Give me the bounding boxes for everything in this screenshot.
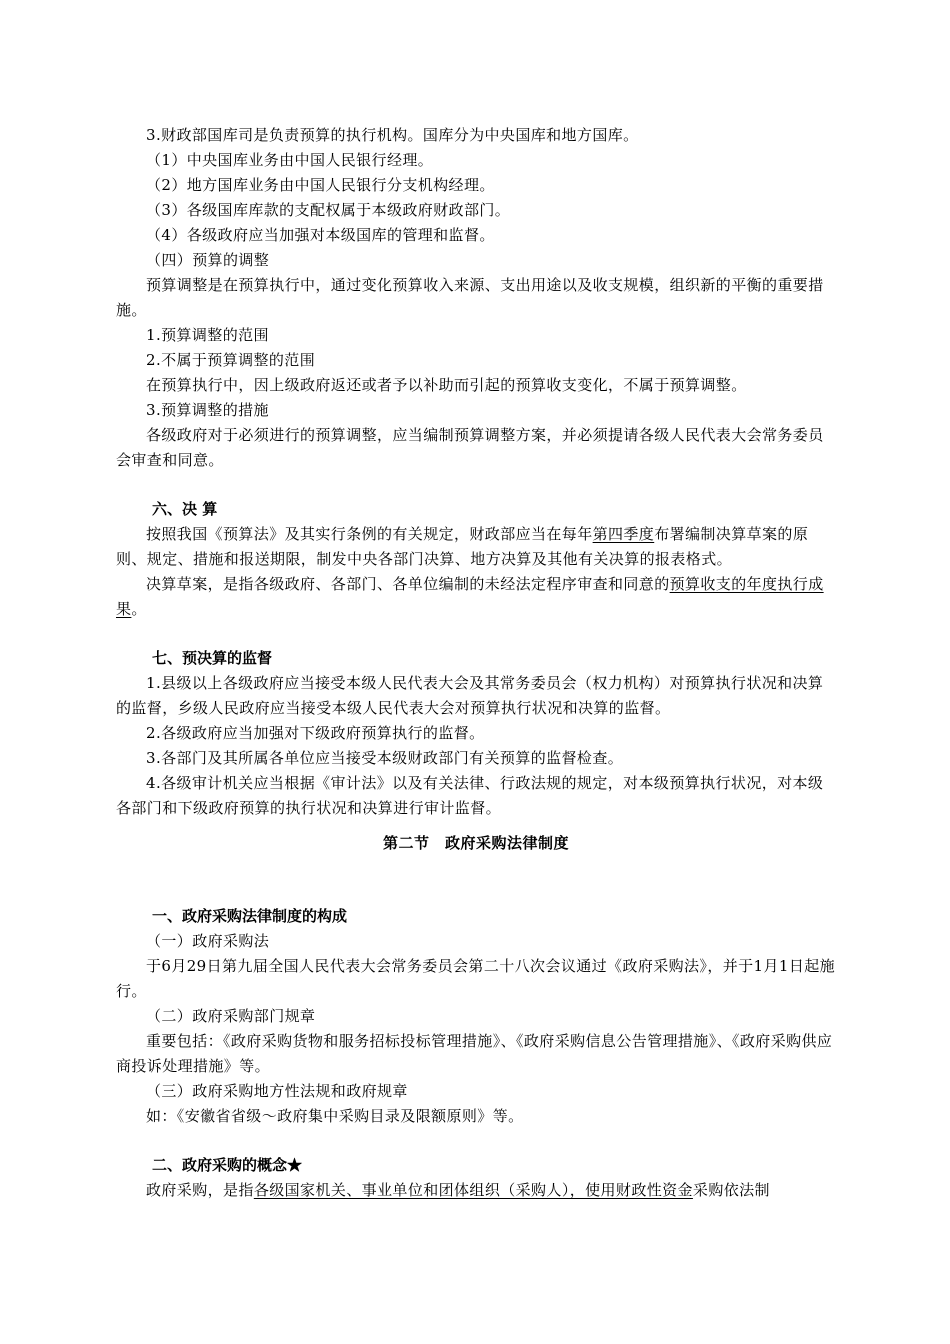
list-item: （2）地方国库业务由中国人民银行分支机构经理。	[146, 176, 495, 194]
list-item: （4）各级政府应当加强对本级国库的管理和监督。	[146, 226, 495, 244]
underlined-text: 预算收支的年度执行成果	[116, 575, 824, 618]
section-heading: 六、决 算	[152, 500, 218, 518]
paragraph: 预算调整是在预算执行中，通过变化预算收入来源、支出用途以及收支规模，组织新的平衡的重要措施。	[116, 276, 824, 319]
paragraph: 在预算执行中，因上级政府返还或者予以补助而引起的预算收支变化，不属于预算调整。	[146, 376, 747, 394]
subheading: （三）政府采购地方性法规和政府规章	[146, 1082, 408, 1100]
section-heading: 七、预决算的监督	[152, 649, 273, 667]
spacer	[116, 473, 836, 497]
text-run: 。	[131, 600, 147, 618]
underlined-text: 各级国家机关、事业单位和团体组织（采购人），使用财政性资金	[253, 1181, 693, 1199]
underlined-text: 第四季度	[592, 525, 655, 543]
paragraph: 如：《安徽省省级～政府集中采购目录及限额原则》等。	[146, 1107, 524, 1125]
paragraph	[116, 572, 836, 622]
subheading: （一）政府采购法	[146, 932, 270, 950]
paragraph: 各级政府对于必须进行的预算调整，应当编制预算调整方案，并必须提请各级人民代表大会常务委员会审查和同意。	[116, 426, 824, 469]
paragraph: 1.县级以上各级政府应当接受本级人民代表大会及其常务委员会（权力机构）对预算执行状况和决算的监督，乡级人民政府应当接受本级人民代表大会对预算执行状况和决算的监督。	[116, 674, 824, 717]
text-run: 按照我国《预算法》及其实行条例的有关规定，财政部应当在每年	[146, 525, 593, 543]
paragraph: 于6月29日第九届全国人民代表大会常务委员会第二十八次会议通过《政府采购法》，并于1月1日起施行。	[116, 957, 836, 1000]
paragraph	[116, 522, 836, 572]
text-run: 布署编制决算草案的原则、规定、措施和报送期限，制发中央各部门决算、地方决算及其他有关决算的报表格式。	[116, 525, 809, 568]
paragraph: 3.财政部国库司是负责预算的执行机构。国库分为中央国库和地方国库。	[146, 126, 639, 144]
spacer	[116, 622, 836, 646]
spacer	[116, 821, 836, 831]
section-heading: 二、政府采购的概念★	[152, 1156, 303, 1174]
section-heading: 一、政府采购法律制度的构成	[152, 907, 348, 925]
subheading: 3.预算调整的措施	[146, 401, 269, 419]
paragraph: 2.各级政府应当加强对下级政府预算执行的监督。	[146, 724, 485, 742]
list-item: （1）中央国库业务由中国人民银行经理。	[146, 151, 434, 169]
list-item: （3）各级国库库款的支配权属于本级政府财政部门。	[146, 201, 511, 219]
chapter-section-title: 第二节 政府采购法律制度	[382, 834, 569, 852]
subheading: 1.预算调整的范围	[146, 326, 269, 344]
paragraph	[116, 1178, 836, 1203]
text-run: 决算草案，是指各级政府、各部门、各单位编制的未经法定程序审查和同意的	[146, 575, 670, 593]
text-run: 采购依法制	[692, 1181, 770, 1199]
subheading: （二）政府采购部门规章	[146, 1007, 316, 1025]
paragraph: 3.各部门及其所属各单位应当接受本级财政部门有关预算的监督检查。	[146, 749, 624, 767]
spacer	[116, 856, 836, 904]
subheading: （四）预算的调整	[146, 251, 270, 269]
paragraph: 重要包括：《政府采购货物和服务招标投标管理措施》、《政府采购信息公告管理措施》、《政府采购供应商投诉处理措施》等。	[116, 1032, 833, 1075]
paragraph: 4.各级审计机关应当根据《审计法》以及有关法律、行政法规的规定，对本级预算执行状况，对本级各部门和下级政府预算的执行状况和决算进行审计监督。	[116, 774, 824, 817]
text-run: 政府采购，是指	[146, 1181, 254, 1199]
document-body	[116, 123, 836, 1203]
subheading: 2.不属于预算调整的范围	[146, 351, 316, 369]
spacer	[116, 1129, 836, 1153]
